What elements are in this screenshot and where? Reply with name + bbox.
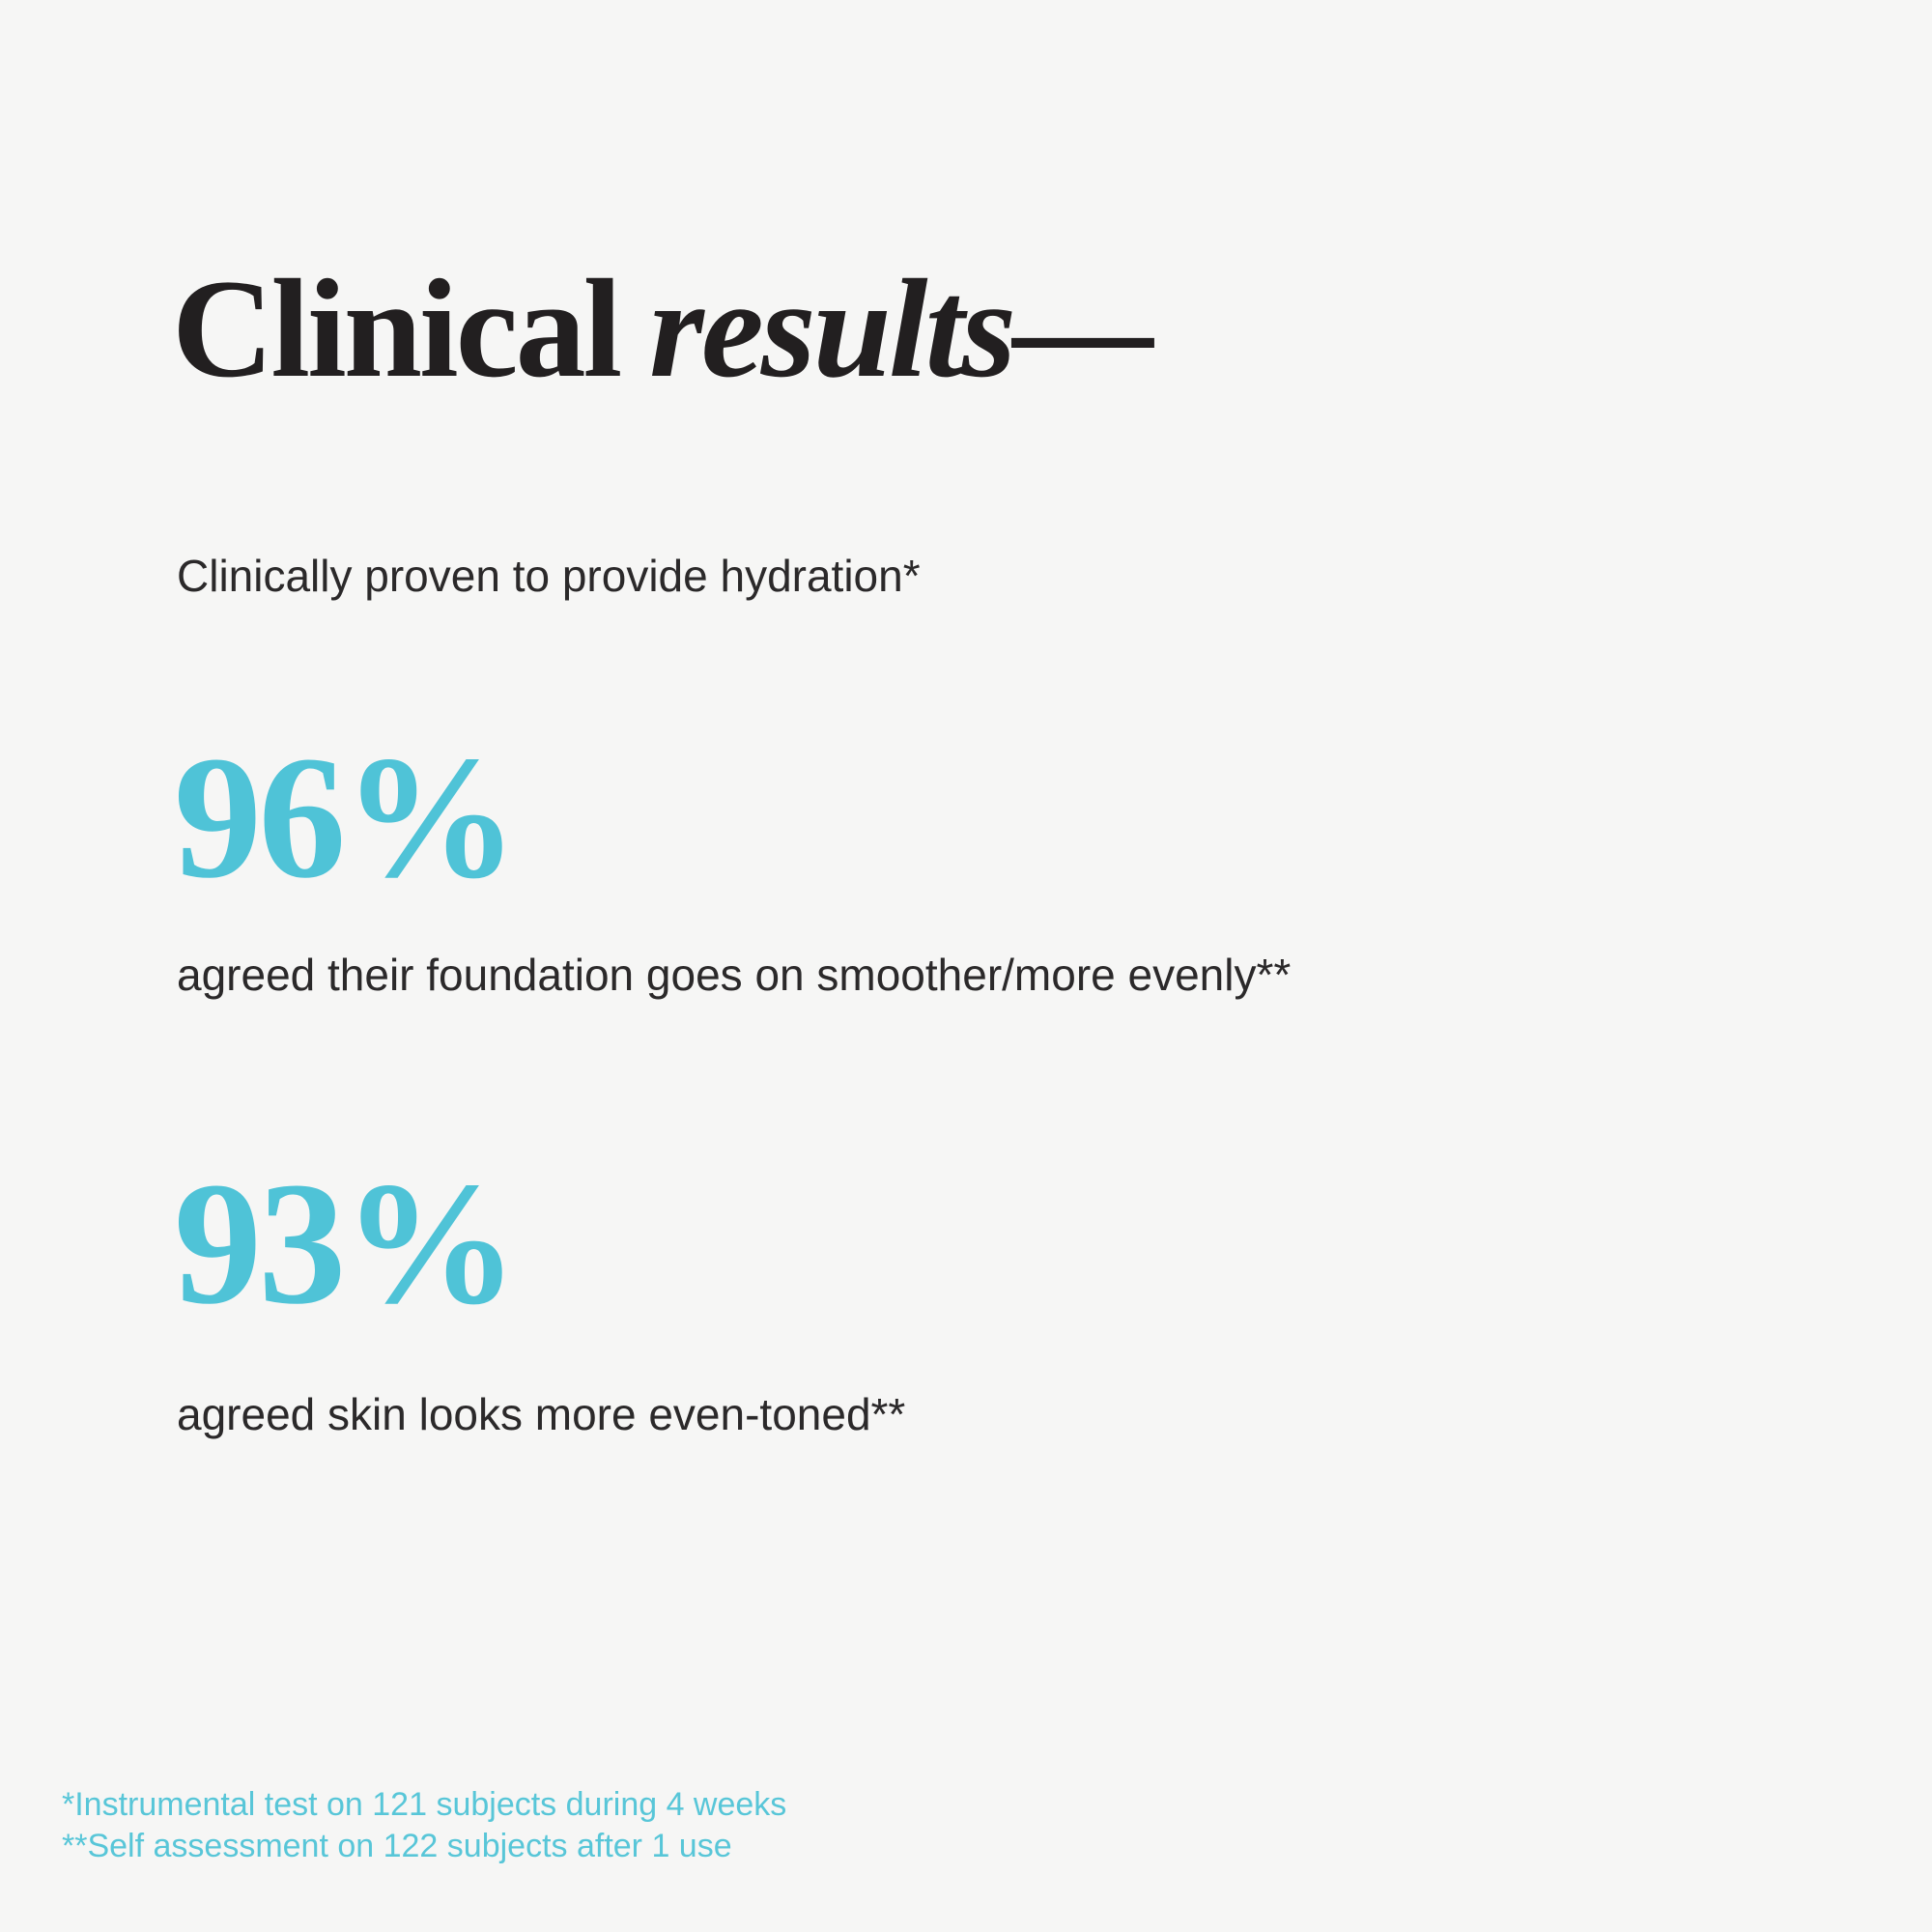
page-title-regular-part: Clinical — [172, 249, 620, 407]
stat-value-96-percent: 96% — [174, 721, 516, 915]
stat-description-even-toned: agreed skin looks more even-toned** — [177, 1389, 906, 1439]
footnotes — [62, 1784, 786, 1867]
intro-claim-text: Clinically proven to provide hydration* — [177, 551, 921, 601]
footnote-self-assessment: **Self assessment on 122 subjects after 1 use — [62, 1828, 732, 1864]
stat-description-foundation-smoother: agreed their foundation goes on smoother/more evenly** — [177, 950, 1292, 1000]
page-title — [172, 249, 1152, 407]
page-title-italic-part: results— — [649, 249, 1152, 407]
stat-value-93-percent: 93% — [174, 1147, 516, 1341]
footnote-instrumental-test: *Instrumental test on 121 subjects during 4 weeks — [62, 1786, 787, 1823]
